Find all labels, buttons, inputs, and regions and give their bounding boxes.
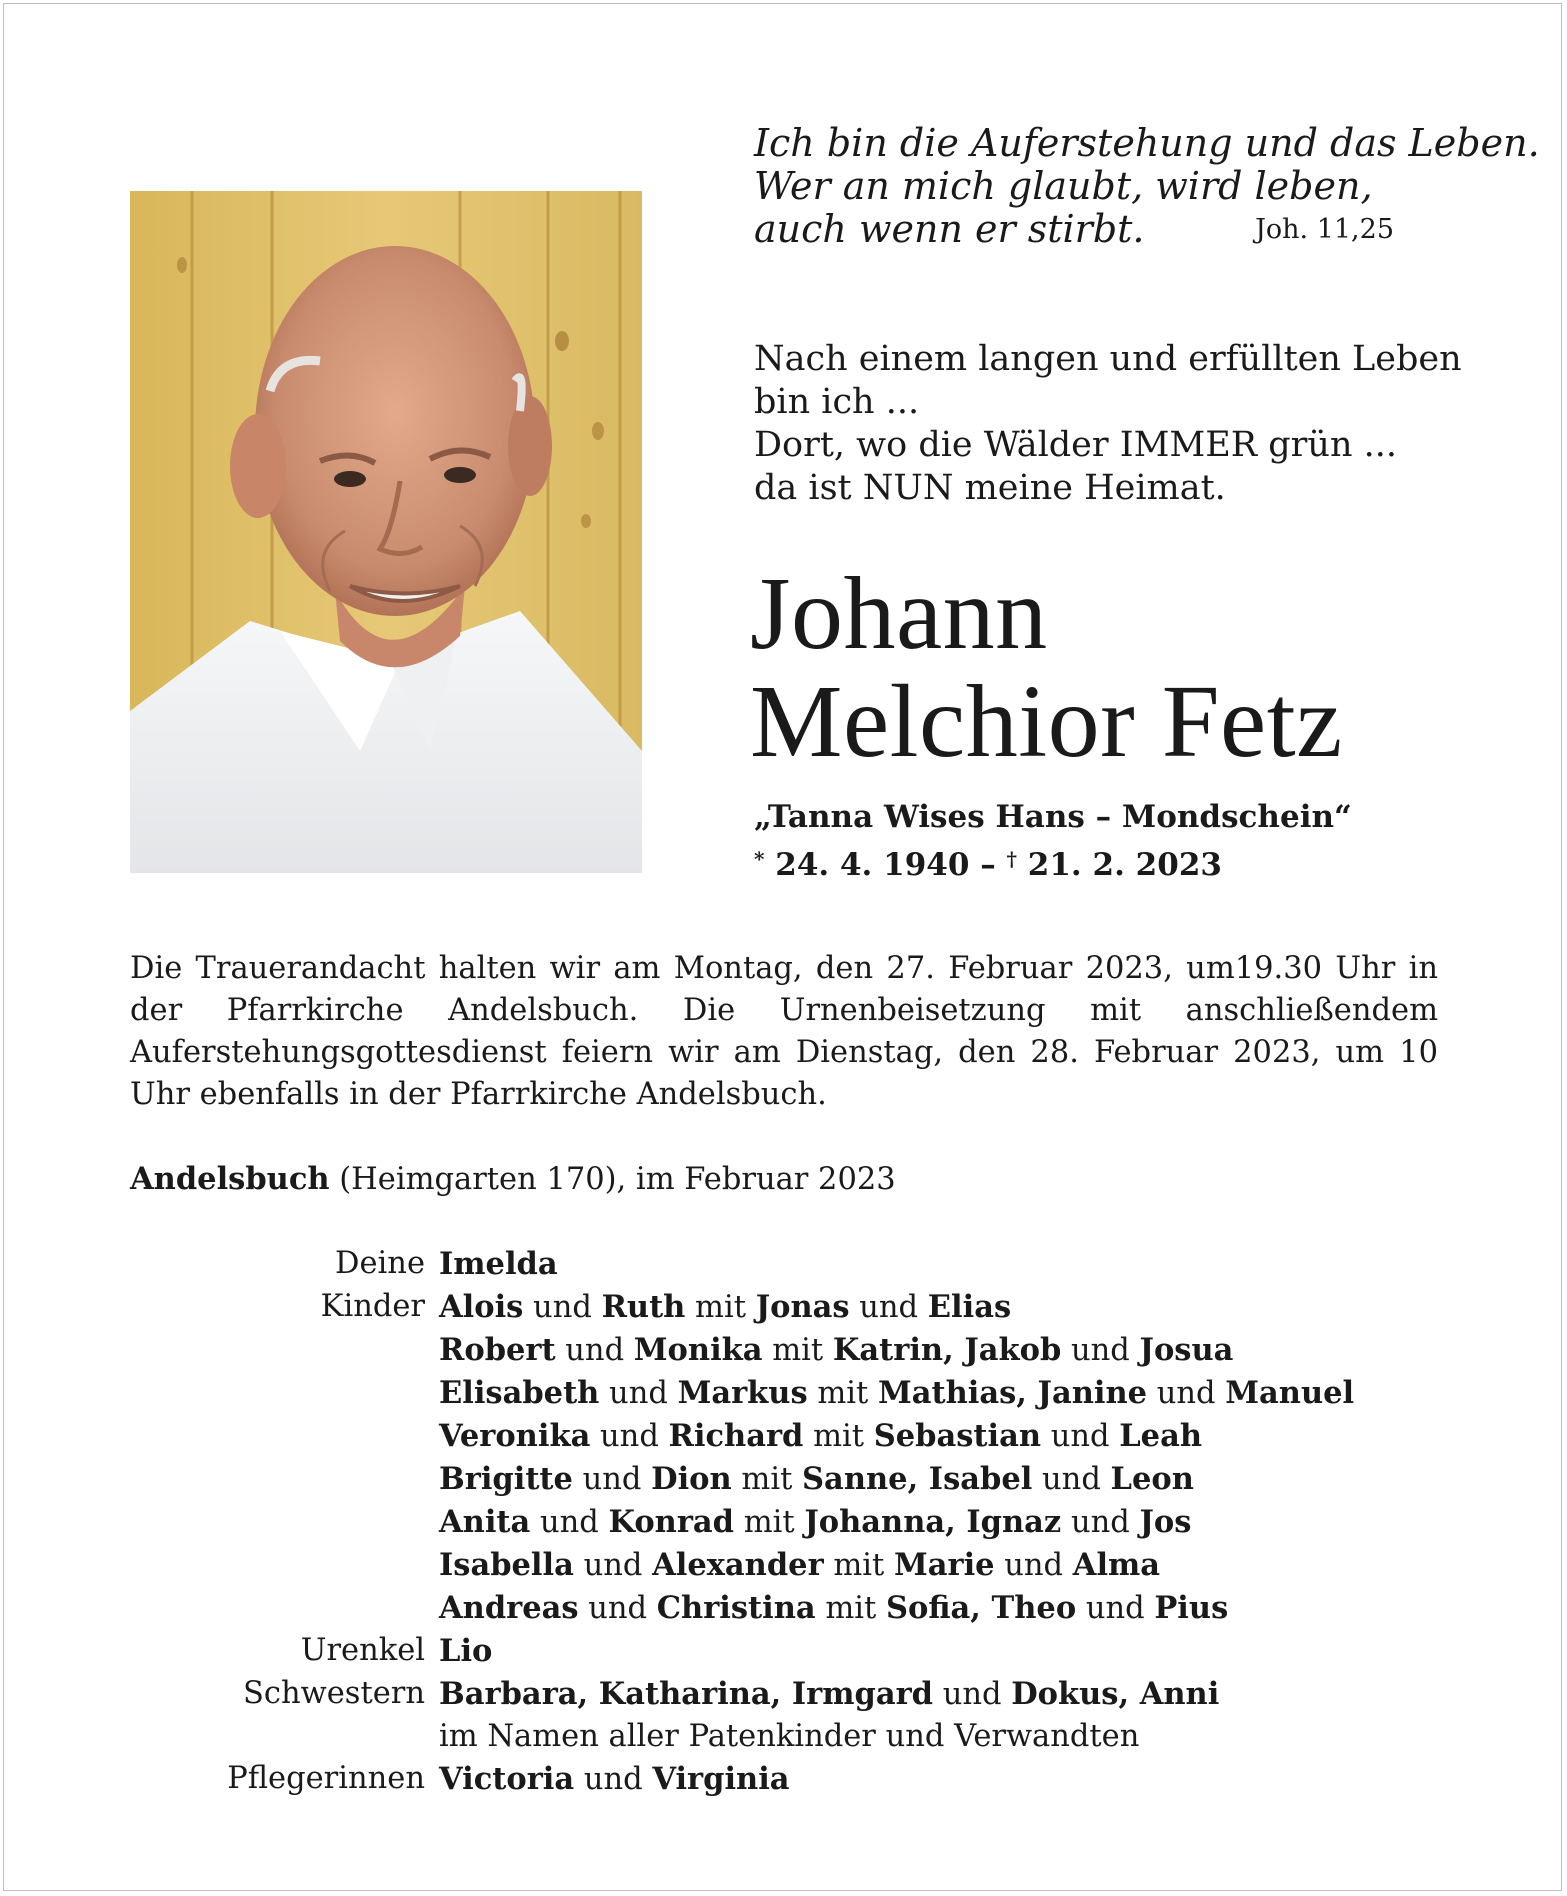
family-member-name: Josua — [1139, 1332, 1234, 1368]
family-member-name: Leah — [1119, 1418, 1203, 1454]
family-member-name: Anita — [439, 1504, 531, 1540]
portrait-photo — [130, 191, 642, 873]
family-relation: Pflegerinnen — [227, 1761, 425, 1796]
family-connector: mit — [823, 1548, 894, 1583]
family-member-name: Sanne, Isabel — [802, 1461, 1033, 1497]
family-member-name: Alois — [439, 1289, 524, 1325]
family-row — [130, 1673, 1450, 1716]
family-list — [130, 1243, 1450, 1801]
family-names — [439, 1329, 1450, 1372]
family-names — [439, 1630, 1450, 1673]
family-relation — [130, 1415, 439, 1458]
family-connector: und — [1032, 1462, 1111, 1497]
family-relation: Schwestern — [243, 1676, 425, 1711]
family-member-name: Andreas — [439, 1590, 579, 1626]
family-member-name: Barbara, Katharina, Irmgard — [439, 1676, 933, 1712]
motto-line: bin ich ... — [754, 382, 920, 422]
family-names — [439, 1372, 1450, 1415]
motto-line: da ist NUN meine Heimat. — [754, 468, 1226, 508]
family-member-name: Victoria — [439, 1761, 575, 1797]
family-relation — [130, 1587, 439, 1630]
family-connector: mit — [734, 1505, 805, 1540]
birth-date: 24. 4. 1940 — [775, 847, 970, 883]
family-member-name: Mathias, Janine — [877, 1375, 1148, 1411]
place-date-line — [130, 1158, 1430, 1201]
family-relation — [130, 1544, 439, 1587]
family-member-name: Johanna, Ignaz — [804, 1504, 1062, 1540]
family-names — [439, 1501, 1450, 1544]
life-dates — [754, 838, 1222, 886]
family-relation — [130, 1372, 439, 1415]
quote-line: Ich bin die Auferstehung und das Leben. — [754, 121, 1540, 165]
family-row — [130, 1415, 1450, 1458]
family-row — [130, 1458, 1450, 1501]
family-row — [130, 1501, 1450, 1544]
family-relation — [130, 1329, 439, 1372]
family-connector: und — [849, 1290, 928, 1325]
family-member-name: Lio — [439, 1633, 493, 1669]
family-row — [130, 1286, 1450, 1329]
family-member-name: Sebastian — [873, 1418, 1042, 1454]
family-connector: und — [523, 1290, 602, 1325]
family-member-name: Dokus, Anni — [1011, 1676, 1220, 1712]
family-connector: und — [530, 1505, 609, 1540]
family-names — [439, 1587, 1450, 1630]
family-member-name: Brigitte — [439, 1461, 573, 1497]
family-names — [439, 1415, 1450, 1458]
deceased-name — [750, 556, 1470, 779]
motto-line: Nach einem langen und erfüllten Leben — [754, 339, 1462, 379]
family-names — [439, 1243, 1450, 1286]
family-member-name: Jos — [1139, 1504, 1192, 1540]
place-rest: (Heimgarten 170), im Februar 2023 — [329, 1162, 896, 1197]
first-name: Johann — [750, 556, 1048, 671]
family-connector: und — [1061, 1505, 1140, 1540]
death-symbol: † — [1006, 847, 1017, 871]
rest-name: Melchior Fetz — [750, 664, 1343, 779]
family-names — [439, 1673, 1450, 1716]
family-connector: im Namen aller Patenkinder und Verwandten — [439, 1719, 1140, 1754]
family-connector: und — [574, 1762, 653, 1797]
family-row — [130, 1630, 1450, 1673]
motto-text — [754, 338, 1462, 510]
family-member-name: Monika — [633, 1332, 763, 1368]
family-connector: mit — [762, 1333, 833, 1368]
family-member-name: Konrad — [608, 1504, 734, 1540]
quote-reference: Joh. 11,25 — [1255, 214, 1394, 245]
family-relation: Urenkel — [300, 1633, 425, 1668]
family-member-name: Virginia — [652, 1761, 790, 1797]
family-member-name: Manuel — [1225, 1375, 1355, 1411]
family-relation: Deine — [335, 1246, 425, 1281]
family-connector: mit — [731, 1462, 803, 1497]
family-connector: mit — [807, 1376, 878, 1411]
family-names — [439, 1716, 1450, 1758]
family-member-name: Isabella — [439, 1547, 574, 1583]
bible-quote — [754, 121, 1540, 251]
quote-line: Wer an mich glaubt, wird leben, — [754, 164, 1373, 208]
birth-symbol: * — [754, 847, 765, 871]
family-member-name: Elias — [927, 1289, 1012, 1325]
family-member-name: Richard — [668, 1418, 804, 1454]
family-connector: und — [1041, 1419, 1120, 1454]
family-row — [130, 1544, 1450, 1587]
family-row — [130, 1758, 1450, 1801]
nickname: „Tanna Wises Hans – Mondschein“ — [754, 799, 1352, 835]
family-row — [130, 1716, 1450, 1758]
family-member-name: Markus — [677, 1375, 808, 1411]
family-member-name: Leon — [1110, 1461, 1194, 1497]
family-member-name: Marie — [893, 1547, 995, 1583]
family-member-name: Alma — [1072, 1547, 1161, 1583]
family-member-name: Pius — [1154, 1590, 1229, 1626]
service-announcement: Die Trauerandacht halten wir am Montag, den 27. Februar 2023, um19.30 Uhr in der Pfarrkirche Andelsbuch. Die Urnenbeisetzung mit anschließendem Auferstehungsgottesdienst feiern wir am Dienstag, den 28. Februar 2023, um 10 Uhr ebenfalls in der Pfarrkirche Andelsbuch. — [130, 951, 1438, 1112]
family-row — [130, 1329, 1450, 1372]
family-connector: und — [1076, 1591, 1155, 1626]
family-member-name: Christina — [656, 1590, 816, 1626]
family-connector: mit — [685, 1290, 756, 1325]
family-relation — [130, 1501, 439, 1544]
family-member-name: Robert — [439, 1332, 556, 1368]
date-dash: – — [980, 847, 996, 883]
family-row — [130, 1587, 1450, 1630]
family-connector: und — [933, 1677, 1012, 1712]
family-connector: und — [572, 1462, 652, 1497]
family-member-name: Dion — [651, 1461, 732, 1497]
family-member-name: Alexander — [652, 1547, 824, 1583]
family-row — [130, 1372, 1450, 1415]
motto-line: Dort, wo die Wälder IMMER grün ... — [754, 425, 1397, 465]
family-relation: Kinder — [320, 1289, 425, 1324]
quote-line: auch wenn er stirbt. — [754, 207, 1145, 251]
family-connector: mit — [815, 1591, 886, 1626]
family-names — [439, 1458, 1450, 1501]
family-names — [439, 1544, 1450, 1587]
family-connector: und — [1061, 1333, 1140, 1368]
death-date: 21. 2. 2023 — [1027, 847, 1222, 883]
family-names — [439, 1286, 1450, 1329]
family-member-name: Sofia, Theo — [886, 1590, 1077, 1626]
family-connector: und — [555, 1333, 634, 1368]
family-connector: und — [573, 1548, 653, 1583]
family-member-name: Ruth — [601, 1289, 686, 1325]
family-connector: und — [994, 1548, 1073, 1583]
family-connector: und — [590, 1419, 669, 1454]
family-member-name: Imelda — [439, 1246, 558, 1282]
family-connector: mit — [803, 1419, 874, 1454]
family-connector: und — [578, 1591, 657, 1626]
family-relation — [130, 1458, 439, 1501]
family-names — [439, 1758, 1450, 1801]
family-connector: und — [1147, 1376, 1226, 1411]
family-member-name: Katrin, Jakob — [832, 1332, 1062, 1368]
family-member-name: Elisabeth — [439, 1375, 600, 1411]
family-member-name: Jonas — [755, 1289, 850, 1325]
family-row — [130, 1243, 1450, 1286]
family-member-name: Veronika — [439, 1418, 591, 1454]
family-relation — [130, 1716, 439, 1758]
family-connector: und — [599, 1376, 678, 1411]
place-town: Andelsbuch — [130, 1161, 330, 1197]
